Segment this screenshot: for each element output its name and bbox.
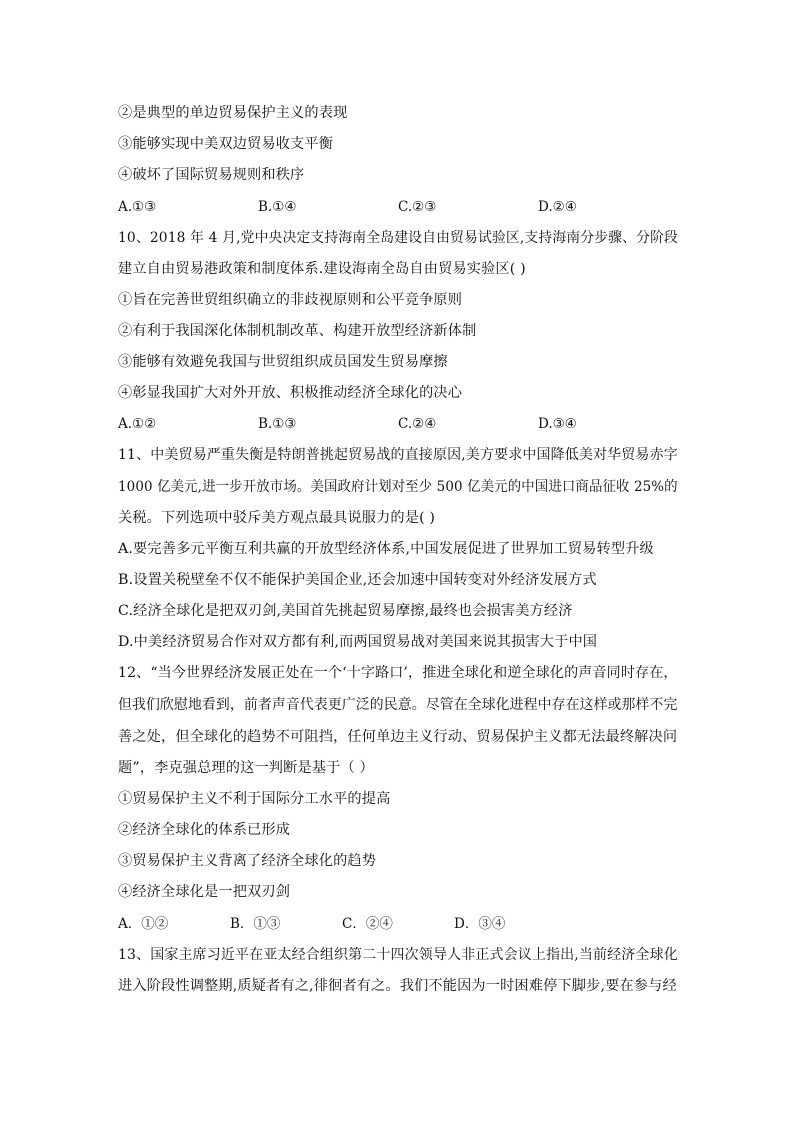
q10-item-3: ③能够有效避免我国与世贸组织成员国发生贸易摩擦	[118, 354, 448, 370]
q12-option-c: C．②④	[342, 916, 393, 932]
q11-answer-a: A.要完善多元平衡互利共赢的开放型经济体系,中国发展促进了世界加工贸易转型升级	[118, 541, 654, 557]
q10-option-a: A.①②	[118, 416, 157, 432]
q9-item-4: ④破坏了国际贸易规则和秩序	[118, 167, 305, 183]
q12-option-a: A．①②	[118, 916, 169, 932]
q9-option-c: C.②③	[398, 199, 437, 215]
q11-answer-b: B.设置关税壁垒不仅不能保护美国企业,还会加速中国转变对外经济发展方式	[118, 572, 597, 588]
q10-item-1: ①旨在完善世贸组织确立的非歧视原则和公平竞争原则	[118, 292, 463, 308]
q12-option-d: D．③④	[454, 916, 506, 932]
q11-answer-c: C.经济全球化是把双刃剑,美国首先挑起贸易摩擦,最终也会损害美方经济	[118, 603, 573, 619]
q10-item-2: ②有利于我国深化体制机制改革、构建开放型经济新体制	[118, 323, 477, 339]
q9-item-2: ②是典型的单边贸易保护主义的表现	[118, 105, 348, 121]
q10-option-d: D.③④	[538, 416, 577, 432]
q10-stem-line-2: 建立自由贸易港政策和制度体系.建设海南全岛自由贸易实验区( )	[118, 261, 526, 277]
q12-item-4: ④经济全球化是一把双刃剑	[118, 884, 291, 900]
q9-option-b: B.①④	[258, 199, 297, 215]
q12-item-3: ③贸易保护主义背离了经济全球化的趋势	[118, 853, 377, 869]
q12-stem-line-3: 善之处，但全球化的趋势不可阻挡，任何单边主义行动、贸易保护主义都无法最终解决问	[118, 729, 678, 745]
q10-option-c: C.②④	[398, 416, 437, 432]
q12-item-2: ②经济全球化的体系已形成	[118, 822, 291, 838]
q10-stem-line-1: 10、2018 年 4 月,党中央决定支持海南全岛建设自由贸易试验区,支持海南分步骤、分阶段	[118, 230, 679, 246]
q11-answer-d: D.中美经济贸易合作对双方都有利,而两国贸易战对美国来说其损害大于中国	[118, 634, 598, 650]
q11-stem-line-2: 1000 亿美元,进一步开放市场。美国政府计划对至少 500 亿美元的中国进口商品征收 25%的	[118, 479, 678, 495]
q13-stem-line-2: 进入阶段性调整期,质疑者有之,徘徊者有之。我们不能因为一时困难停下脚步,要在参与经	[118, 978, 677, 994]
q11-stem-line-1: 11、中美贸易严重失衡是特朗普挑起贸易战的直接原因,美方要求中国降低美对华贸易赤字	[118, 447, 678, 463]
q10-item-4: ④彰显我国扩大对外开放、积极推动经济全球化的决心	[118, 385, 463, 401]
q12-stem-line-1: 12、“当今世界经济发展正处在一个‘十字路口’，推进全球化和逆全球化的声音同时存在，	[118, 665, 678, 681]
q9-option-a: A.①③	[118, 199, 157, 215]
q12-stem-line-4: 题”，李克强总理的这一判断是基于（ ）	[118, 760, 374, 776]
q10-option-b: B.①③	[258, 416, 297, 432]
q9-option-d: D.②④	[538, 199, 577, 215]
q13-stem-line-1: 13、国家主席习近平在亚太经合组织第二十四次领导人非正式会议上指出,当前经济全球化	[118, 947, 678, 963]
q11-stem-line-3: 关税。下列选项中驳斥美方观点最具说服力的是( )	[118, 510, 436, 526]
q12-option-b: B．①③	[230, 916, 281, 932]
q12-item-1: ①贸易保护主义不利于国际分工水平的提高	[118, 791, 391, 807]
q12-stem-line-2: 但我们欣慰地看到，前者声音代表更广泛的民意。尽管在全球化进程中存在这样或那样不完	[118, 697, 678, 713]
q9-item-3: ③能够实现中美双边贸易收支平衡	[118, 136, 334, 152]
